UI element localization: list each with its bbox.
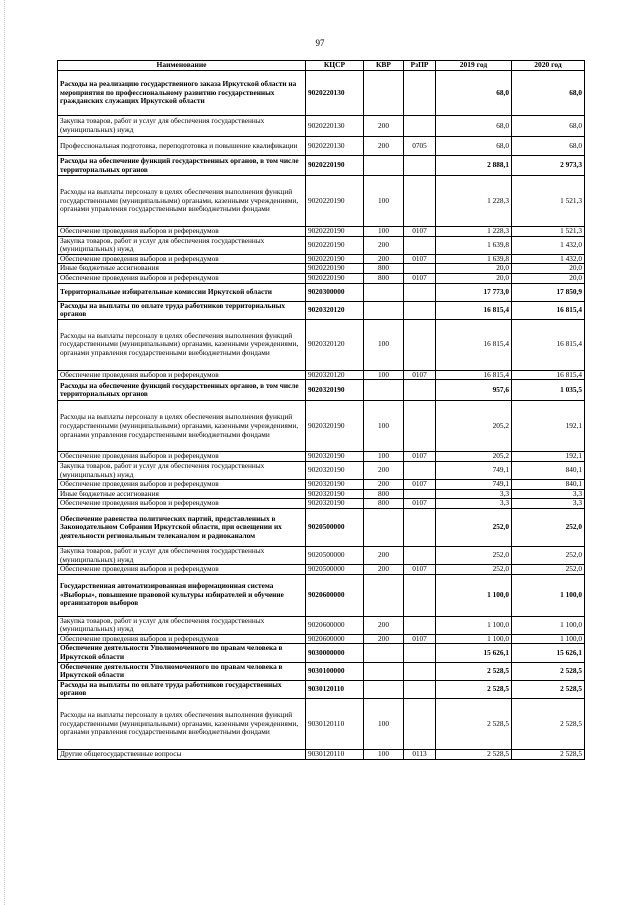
cell-name: Расходы на выплаты по оплате труда работников территориальных органов (58, 301, 306, 319)
cell-kcsr: 9030120110 (306, 750, 364, 760)
cell-2019: 68,0 (436, 116, 512, 137)
cell-2020: 840,1 (512, 480, 585, 490)
cell-2019: 17 773,0 (436, 283, 512, 301)
table-row (58, 508, 585, 546)
table-row (58, 634, 585, 644)
cell-name: Профессиональная подготовка, переподготовка и повышение квалификации (58, 137, 306, 156)
cell-rzpr: 0107 (404, 227, 436, 237)
cell-rzpr (404, 699, 436, 750)
cell-2019: 205,2 (436, 401, 512, 452)
cell-2020: 1 521,3 (512, 227, 585, 237)
cell-kvr: 800 (364, 273, 404, 283)
cell-rzpr (404, 71, 436, 116)
table-row (58, 236, 585, 254)
cell-name: Обеспечение деятельности Уполномоченного по правам человека в Иркутской области (58, 644, 306, 662)
cell-2020: 1 432,0 (512, 254, 585, 264)
cell-2019: 1 100,0 (436, 574, 512, 616)
cell-rzpr: 0107 (404, 452, 436, 462)
cell-name: Расходы на выплаты персоналу в целях обеспечения выполнения функций государственными (муниципальными) органами, казенными учреждениями, органами управления государственными внебюджетными фондами (58, 319, 306, 370)
cell-2019: 3,3 (436, 489, 512, 499)
cell-name: Обеспечение деятельности Уполномоченного по правам человека в Иркутской области (58, 662, 306, 680)
cell-kcsr: 9020320190 (306, 452, 364, 462)
cell-rzpr (404, 508, 436, 546)
table-row (58, 137, 585, 156)
table-row (58, 489, 585, 499)
cell-kvr: 800 (364, 489, 404, 499)
cell-2020: 1 100,0 (512, 634, 585, 644)
cell-kcsr: 9020320120 (306, 319, 364, 370)
cell-2020: 2 973,3 (512, 156, 585, 176)
cell-kvr: 100 (364, 452, 404, 462)
cell-kvr: 100 (364, 699, 404, 750)
cell-2019: 16 815,4 (436, 370, 512, 380)
cell-2020: 2 528,5 (512, 699, 585, 750)
cell-2020: 1 100,0 (512, 616, 585, 634)
cell-rzpr: 0107 (404, 499, 436, 509)
cell-rzpr (404, 680, 436, 698)
cell-2020: 15 626,1 (512, 644, 585, 662)
table-row (58, 699, 585, 750)
cell-rzpr (404, 319, 436, 370)
cell-2019: 1 228,3 (436, 176, 512, 227)
table-row (58, 227, 585, 237)
cell-name: Расходы на обеспечение функций государственных органов, в том числе территориальных органов (58, 156, 306, 176)
table-row (58, 116, 585, 137)
table-row (58, 264, 585, 274)
cell-rzpr (404, 236, 436, 254)
cell-rzpr (404, 574, 436, 616)
cell-kvr: 100 (364, 227, 404, 237)
cell-rzpr (404, 283, 436, 301)
cell-kcsr: 9020320190 (306, 499, 364, 509)
cell-name: Закупка товаров, работ и услуг для обеспечения государственных (муниципальных) нужд (58, 546, 306, 564)
cell-kcsr: 9020320190 (306, 489, 364, 499)
cell-name: Расходы на реализацию государственного заказа Иркутской области на мероприятия по профессиональному развитию государственных гражданских служащих Иркутской области (58, 71, 306, 116)
cell-kcsr: 9020320120 (306, 370, 364, 380)
cell-kcsr: 9020600000 (306, 616, 364, 634)
cell-kvr: 100 (364, 401, 404, 452)
cell-name: Обеспечение проведения выборов и референдумов (58, 499, 306, 509)
cell-name: Обеспечение проведения выборов и референдумов (58, 480, 306, 490)
cell-kvr: 200 (364, 461, 404, 479)
cell-2020: 2 528,5 (512, 680, 585, 698)
cell-rzpr (404, 662, 436, 680)
cell-kvr: 800 (364, 499, 404, 509)
cell-kvr: 100 (364, 319, 404, 370)
cell-2020: 1 432,0 (512, 236, 585, 254)
cell-2019: 957,6 (436, 380, 512, 401)
cell-2019: 252,0 (436, 546, 512, 564)
cell-name: Закупка товаров, работ и услуг для обеспечения государственных (муниципальных) нужд (58, 461, 306, 479)
cell-rzpr (404, 380, 436, 401)
cell-kcsr: 9020500000 (306, 565, 364, 575)
cell-name: Другие общегосударственные вопросы (58, 750, 306, 760)
cell-2019: 16 815,4 (436, 301, 512, 319)
cell-2020: 16 815,4 (512, 301, 585, 319)
cell-kcsr: 9020220190 (306, 227, 364, 237)
cell-kvr: 200 (364, 254, 404, 264)
table-row (58, 662, 585, 680)
cell-kvr (364, 680, 404, 698)
cell-name: Обеспечение проведения выборов и референдумов (58, 273, 306, 283)
cell-name: Обеспечение проведения выборов и референдумов (58, 634, 306, 644)
cell-name: Закупка товаров, работ и услуг для обеспечения государственных (муниципальных) нужд (58, 116, 306, 137)
cell-2019: 2 528,5 (436, 680, 512, 698)
cell-2019: 252,0 (436, 508, 512, 546)
cell-kcsr: 9020600000 (306, 574, 364, 616)
cell-kvr: 200 (364, 137, 404, 156)
cell-rzpr (404, 301, 436, 319)
budget-table (57, 60, 585, 760)
cell-rzpr (404, 156, 436, 176)
cell-rzpr: 0107 (404, 565, 436, 575)
cell-kcsr: 9030000000 (306, 644, 364, 662)
table-row (58, 156, 585, 176)
cell-name: Расходы на выплаты персоналу в целях обеспечения выполнения функций государственными (муниципальными) органами, казенными учреждениями, органами управления государственными внебюджетными фондами (58, 176, 306, 227)
table-row (58, 565, 585, 575)
table-header-row (58, 61, 585, 71)
cell-name: Иные бюджетные ассигнования (58, 264, 306, 274)
cell-kvr: 200 (364, 565, 404, 575)
cell-2019: 2 528,5 (436, 750, 512, 760)
cell-kvr: 100 (364, 370, 404, 380)
cell-kcsr: 9030120110 (306, 680, 364, 698)
table-row (58, 273, 585, 283)
cell-2020: 192,1 (512, 452, 585, 462)
header-name: Наименование (58, 61, 306, 71)
cell-kvr: 100 (364, 176, 404, 227)
table-row (58, 574, 585, 616)
cell-2019: 2 888,1 (436, 156, 512, 176)
table-row (58, 644, 585, 662)
table-row (58, 480, 585, 490)
cell-2019: 68,0 (436, 71, 512, 116)
cell-rzpr (404, 461, 436, 479)
page-number: 97 (315, 38, 325, 48)
cell-2019: 1 639,8 (436, 236, 512, 254)
cell-kvr (364, 283, 404, 301)
cell-name: Расходы на выплаты персоналу в целях обеспечения выполнения функций государственными (муниципальными) органами, казенными учреждениями, органами управления государственными внебюджетными фондами (58, 401, 306, 452)
header-rzpr: РзПР (404, 61, 436, 71)
cell-2020: 192,1 (512, 401, 585, 452)
cell-2019: 749,1 (436, 461, 512, 479)
cell-kcsr: 9020320190 (306, 461, 364, 479)
cell-kvr (364, 574, 404, 616)
table-row (58, 380, 585, 401)
cell-2019: 1 228,3 (436, 227, 512, 237)
cell-2019: 20,0 (436, 273, 512, 283)
cell-kcsr: 9030120110 (306, 699, 364, 750)
header-2019: 2019 год (436, 61, 512, 71)
cell-rzpr (404, 489, 436, 499)
cell-2020: 252,0 (512, 565, 585, 575)
cell-name: Обеспечение проведения выборов и референдумов (58, 565, 306, 575)
cell-2020: 3,3 (512, 499, 585, 509)
cell-2020: 68,0 (512, 137, 585, 156)
cell-kvr: 200 (364, 480, 404, 490)
cell-name: Обеспечение проведения выборов и референдумов (58, 254, 306, 264)
cell-kcsr: 9020220130 (306, 71, 364, 116)
cell-rzpr (404, 176, 436, 227)
cell-name: Расходы на обеспечение функций государственных органов, в том числе территориальных органов (58, 380, 306, 401)
cell-2019: 749,1 (436, 480, 512, 490)
cell-2019: 1 639,8 (436, 254, 512, 264)
cell-kvr: 200 (364, 546, 404, 564)
cell-2019: 16 815,4 (436, 319, 512, 370)
cell-2019: 2 528,5 (436, 699, 512, 750)
cell-2020: 16 815,4 (512, 319, 585, 370)
table-row (58, 461, 585, 479)
cell-2019: 1 100,0 (436, 616, 512, 634)
cell-2020: 1 521,3 (512, 176, 585, 227)
cell-kcsr: 9020220190 (306, 236, 364, 254)
table-row (58, 680, 585, 698)
table-row (58, 546, 585, 564)
table-row (58, 254, 585, 264)
cell-rzpr (404, 644, 436, 662)
cell-2020: 16 815,4 (512, 370, 585, 380)
cell-kcsr: 9020220190 (306, 254, 364, 264)
cell-2020: 252,0 (512, 508, 585, 546)
cell-name: Расходы на выплаты по оплате труда работников государственных органов (58, 680, 306, 698)
table-row (58, 750, 585, 760)
cell-kcsr: 9020220130 (306, 116, 364, 137)
cell-kvr: 200 (364, 616, 404, 634)
cell-name: Обеспечение проведения выборов и референдумов (58, 370, 306, 380)
table-row (58, 319, 585, 370)
cell-rzpr (404, 264, 436, 274)
cell-2019: 1 100,0 (436, 634, 512, 644)
table-row (58, 401, 585, 452)
cell-kvr: 200 (364, 116, 404, 137)
cell-kcsr: 9020320120 (306, 301, 364, 319)
cell-kcsr: 9020320190 (306, 401, 364, 452)
cell-2020: 1 035,5 (512, 380, 585, 401)
cell-rzpr (404, 546, 436, 564)
table-row (58, 616, 585, 634)
cell-rzpr: 0107 (404, 480, 436, 490)
header-kvr: КВР (364, 61, 404, 71)
cell-2019: 205,2 (436, 452, 512, 462)
cell-kcsr: 9020500000 (306, 546, 364, 564)
cell-2020: 1 100,0 (512, 574, 585, 616)
cell-2020: 2 528,5 (512, 662, 585, 680)
cell-name: Территориальные избирательные комиссии Иркутской области (58, 283, 306, 301)
table-row (58, 301, 585, 319)
header-2020: 2020 год (512, 61, 585, 71)
cell-rzpr (404, 116, 436, 137)
table-body (58, 71, 585, 760)
cell-rzpr: 0107 (404, 254, 436, 264)
cell-2020: 20,0 (512, 264, 585, 274)
cell-2019: 15 626,1 (436, 644, 512, 662)
cell-2020: 3,3 (512, 489, 585, 499)
cell-kcsr: 9020320190 (306, 380, 364, 401)
cell-2020: 2 528,5 (512, 750, 585, 760)
cell-kvr (364, 644, 404, 662)
table-row (58, 370, 585, 380)
cell-kvr (364, 71, 404, 116)
header-kcsr: КЦСР (306, 61, 364, 71)
cell-2020: 68,0 (512, 71, 585, 116)
cell-2019: 2 528,5 (436, 662, 512, 680)
cell-kcsr: 9020600000 (306, 634, 364, 644)
cell-rzpr (404, 401, 436, 452)
table-row (58, 71, 585, 116)
cell-kcsr: 9030100000 (306, 662, 364, 680)
cell-rzpr (404, 616, 436, 634)
cell-rzpr: 0705 (404, 137, 436, 156)
cell-kvr: 100 (364, 750, 404, 760)
cell-kvr (364, 156, 404, 176)
cell-rzpr: 0113 (404, 750, 436, 760)
table-row (58, 176, 585, 227)
table-row (58, 283, 585, 301)
cell-kvr (364, 301, 404, 319)
cell-kcsr: 9020320190 (306, 480, 364, 490)
cell-kvr (364, 508, 404, 546)
cell-2019: 3,3 (436, 499, 512, 509)
cell-kvr (364, 662, 404, 680)
cell-kcsr: 9020220190 (306, 156, 364, 176)
cell-kcsr: 9020300000 (306, 283, 364, 301)
cell-2020: 252,0 (512, 546, 585, 564)
table-row (58, 452, 585, 462)
cell-name: Закупка товаров, работ и услуг для обеспечения государственных (муниципальных) нужд (58, 616, 306, 634)
cell-name: Обеспечение проведения выборов и референдумов (58, 227, 306, 237)
cell-2020: 20,0 (512, 273, 585, 283)
cell-rzpr: 0107 (404, 273, 436, 283)
cell-name: Государственная автоматизированная информационная система «Выборы», повышение правовой культуры избирателей и обучение организаторов выборов (58, 574, 306, 616)
cell-kcsr: 9020220190 (306, 264, 364, 274)
cell-kvr (364, 380, 404, 401)
cell-kcsr: 9020220190 (306, 176, 364, 227)
cell-2020: 68,0 (512, 116, 585, 137)
cell-2020: 840,1 (512, 461, 585, 479)
cell-2019: 252,0 (436, 565, 512, 575)
cell-kcsr: 9020220130 (306, 137, 364, 156)
cell-rzpr: 0107 (404, 370, 436, 380)
cell-kvr: 200 (364, 634, 404, 644)
cell-name: Обеспечение равенства политических партий, представленных в Законодательном Собрании Иркутской области, при освещении их деятельности региональным телеканалом и радиоканалом (58, 508, 306, 546)
cell-2019: 68,0 (436, 137, 512, 156)
cell-2020: 17 850,9 (512, 283, 585, 301)
cell-kcsr: 9020500000 (306, 508, 364, 546)
scan-edge-marks (4, 0, 7, 905)
cell-name: Расходы на выплаты персоналу в целях обеспечения выполнения функций государственными (муниципальными) органами, казенными учреждениями, органами управления государственными внебюджетными фондами (58, 699, 306, 750)
cell-2019: 20,0 (436, 264, 512, 274)
cell-kvr: 800 (364, 264, 404, 274)
cell-kvr: 200 (364, 236, 404, 254)
cell-name: Обеспечение проведения выборов и референдумов (58, 452, 306, 462)
cell-name: Иные бюджетные ассигнования (58, 489, 306, 499)
table-row (58, 499, 585, 509)
cell-kcsr: 9020220190 (306, 273, 364, 283)
cell-name: Закупка товаров, работ и услуг для обеспечения государственных (муниципальных) нужд (58, 236, 306, 254)
cell-rzpr: 0107 (404, 634, 436, 644)
